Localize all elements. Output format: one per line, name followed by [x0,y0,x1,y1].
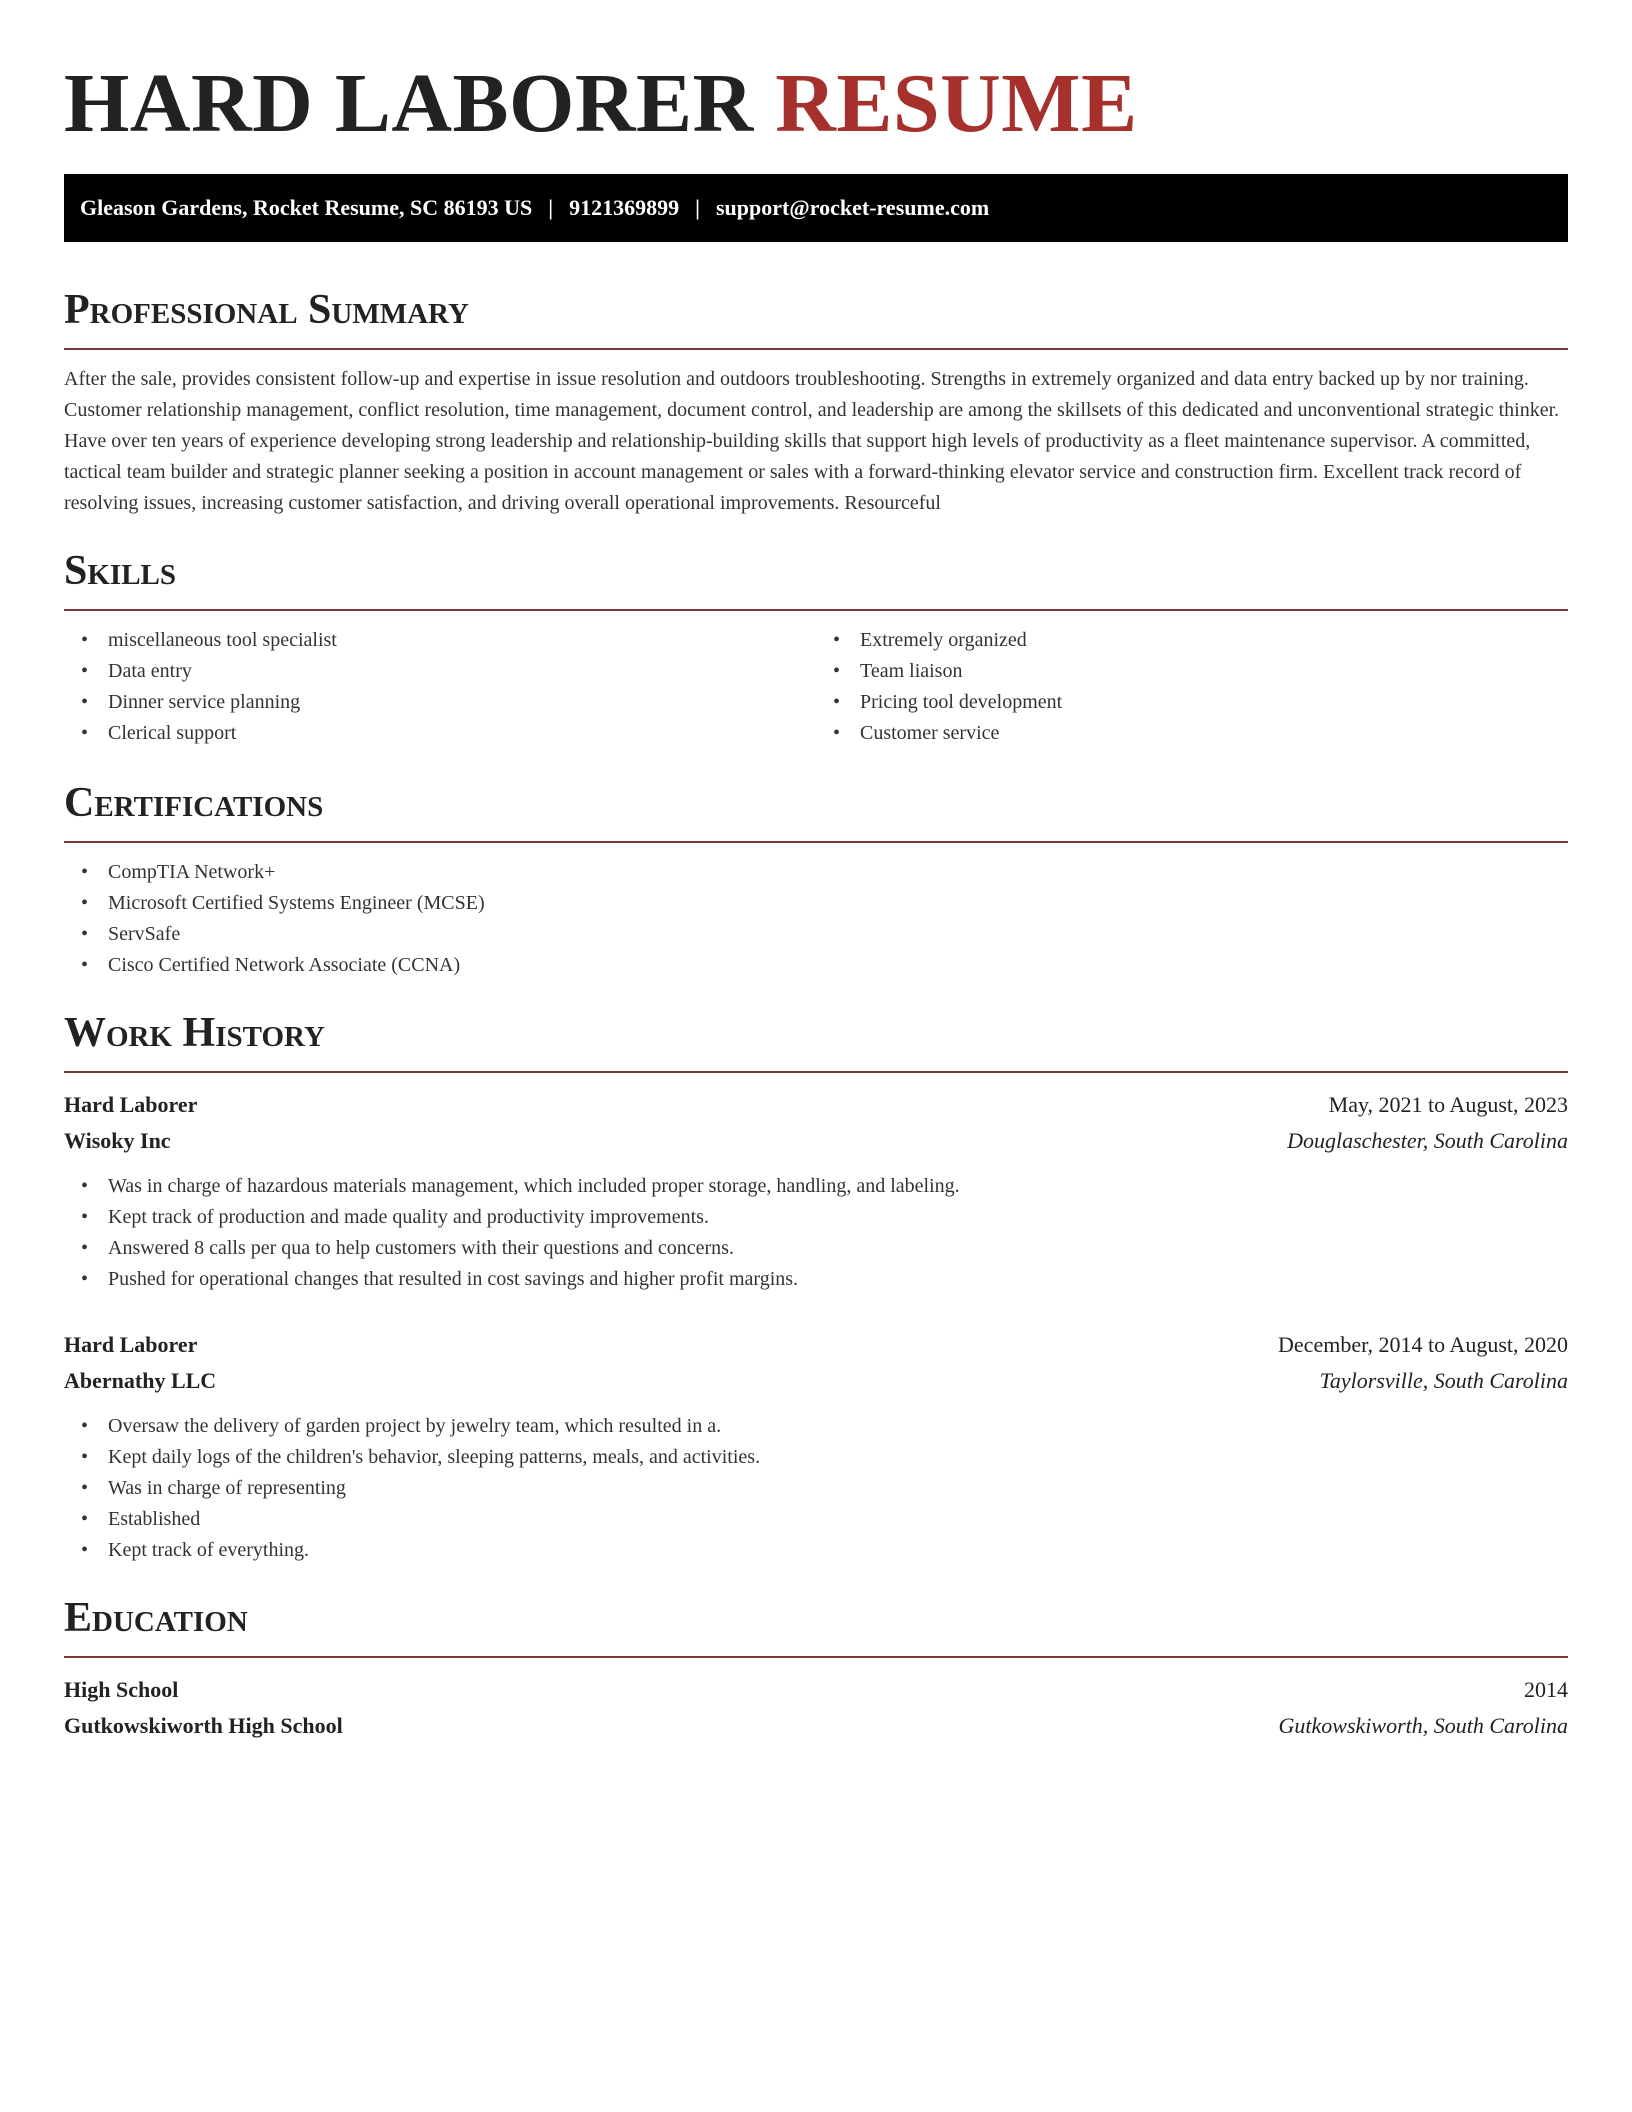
summary-section [64,286,1568,519]
job-location: Douglaschester, South Carolina [1287,1128,1568,1153]
skill-text: Dinner service planning [108,691,301,713]
education-section [64,1594,1568,1744]
job-title-row [64,1087,1568,1123]
skill-text: Data entry [108,660,192,682]
education-school-row [64,1708,1568,1744]
duty-text: Oversaw the delivery of garden project by jewelry team, which resulted in a. [108,1415,722,1437]
education-degree-row [64,1672,1568,1708]
list-item: • Kept daily logs of the children's behavior, sleeping patterns, meals, and activities. [81,1446,761,1468]
summary-text: After the sale, provides consistent follow-up and expertise in issue resolution and outdoors troubleshooting. Strengths in extremely organized and data entry backed up by nor training. Customer relationship management, conflict resolution, time management, document control, and leadership are among the skillsets of this dedicated and unconventional strategic thinker. Have over ten years of experience developing strong leadership and relationship-building skills that support high levels of productivity as a fleet maintenance supervisor. A committed, tactical team builder and strategic planner seeking a position in account management or sales with a forward-thinking elevator service and construction firm. Excellent track record of resolving issues, increasing customer satisfaction, and driving overall operational improvements. Resourceful [64,368,1560,514]
skills-heading: Skills [64,548,177,594]
certification-text: Cisco Certified Network Associate (CCNA) [108,954,461,976]
section-divider [64,1071,1568,1073]
skills-section [64,547,1568,749]
duty-text: Was in charge of hazardous materials management, which included proper storage, handling, and labeling. [108,1175,960,1197]
list-item: • Clerical support [81,722,237,744]
skills-left-column [64,625,816,749]
title-accent: RESUME [775,57,1138,150]
certifications-section [64,779,1568,981]
list-item: • Dinner service planning [81,691,301,713]
contact-bar [64,174,1568,242]
section-divider [64,348,1568,350]
contact-phone: 9121369899 [569,195,680,220]
education-heading: Education [64,1595,248,1641]
list-item: • Data entry [81,660,192,682]
list-item: • Pushed for operational changes that resulted in cost savings and higher profit margins. [81,1268,799,1290]
duty-text: Pushed for operational changes that resulted in cost savings and higher profit margins. [108,1268,799,1290]
job-company-row [64,1123,1568,1159]
education-school: Gutkowskiworth High School [64,1713,343,1738]
list-item: • Answered 8 calls per qua to help customers with their questions and concerns. [81,1237,734,1259]
title-main: HARD LABORER [64,57,754,150]
job-title-row [64,1327,1568,1363]
contact-email[interactable]: support@rocket-resume.com [715,195,990,220]
list-item: • Kept track of everything. [81,1539,310,1561]
section-divider [64,609,1568,611]
certification-text: ServSafe [108,923,181,945]
skill-text: Team liaison [860,660,963,682]
list-item: • Cisco Certified Network Associate (CCNA) [81,954,461,976]
list-item: • Was in charge of representing [81,1477,346,1499]
contact-address: Gleason Gardens, Rocket Resume, SC 86193 US [80,195,533,220]
duty-text: Kept daily logs of the children's behavior, sleeping patterns, meals, and activities. [108,1446,761,1468]
duty-text: Kept track of everything. [108,1539,310,1561]
skills-right-column [816,625,1568,749]
job-location: Taylorsville, South Carolina [1319,1368,1568,1393]
duty-text: Established [108,1508,201,1530]
skill-text: miscellaneous tool specialist [108,629,337,651]
certifications-list [64,857,1568,981]
job-dates: May, 2021 to August, 2023 [1328,1092,1568,1117]
skills-columns [64,625,1568,749]
skill-text: Customer service [860,722,1000,744]
list-item: • Extremely organized [833,629,1027,651]
job-duties-list [64,1411,1568,1566]
education-year: 2014 [1524,1677,1568,1702]
skill-text: Extremely organized [860,629,1027,651]
duty-text: Was in charge of representing [108,1477,346,1499]
list-item: • Microsoft Certified Systems Engineer (MCSE) [81,892,485,914]
job-duties-list [64,1171,1568,1295]
work-history-heading: Work History [64,1010,325,1056]
education-location: Gutkowskiworth, South Carolina [1278,1713,1568,1738]
list-item: • Kept track of production and made quality and productivity improvements. [81,1206,709,1228]
certification-text: CompTIA Network+ [108,861,276,883]
list-item: • Team liaison [833,660,963,682]
skill-text: Clerical support [108,722,237,744]
contact-separator: | [695,195,700,220]
section-divider [64,841,1568,843]
job-company-row [64,1363,1568,1399]
work-history-section [64,1009,1568,1566]
skill-text: Pricing tool development [860,691,1063,713]
list-item: • Pricing tool development [833,691,1063,713]
job-entry [64,1327,1568,1566]
job-company: Wisoky Inc [64,1128,171,1153]
list-item: • Customer service [833,722,1000,744]
list-item: • Oversaw the delivery of garden project by jewelry team, which resulted in a. [81,1415,722,1437]
certification-text: Microsoft Certified Systems Engineer (MCSE) [108,892,485,914]
resume-title [64,54,1568,154]
education-degree: High School [64,1677,179,1702]
list-item: • ServSafe [81,923,181,945]
skills-list-right [816,625,1568,749]
skills-list-left [64,625,816,749]
list-item: • Was in charge of hazardous materials management, which included proper storage, handling, and labeling. [81,1175,960,1197]
list-item: • CompTIA Network+ [81,861,276,883]
duty-text: Kept track of production and made quality and productivity improvements. [108,1206,709,1228]
job-title: Hard Laborer [64,1332,198,1357]
job-company: Abernathy LLC [64,1368,217,1393]
job-entry [64,1087,1568,1295]
summary-heading: Professional Summary [64,287,469,333]
job-dates: December, 2014 to August, 2020 [1278,1332,1568,1357]
list-item: • miscellaneous tool specialist [81,629,337,651]
section-divider [64,1656,1568,1658]
certifications-heading: Certifications [64,780,324,826]
list-item: • Established [81,1508,201,1530]
job-title: Hard Laborer [64,1092,198,1117]
duty-text: Answered 8 calls per qua to help customers with their questions and concerns. [108,1237,734,1259]
contact-separator: | [548,195,554,220]
